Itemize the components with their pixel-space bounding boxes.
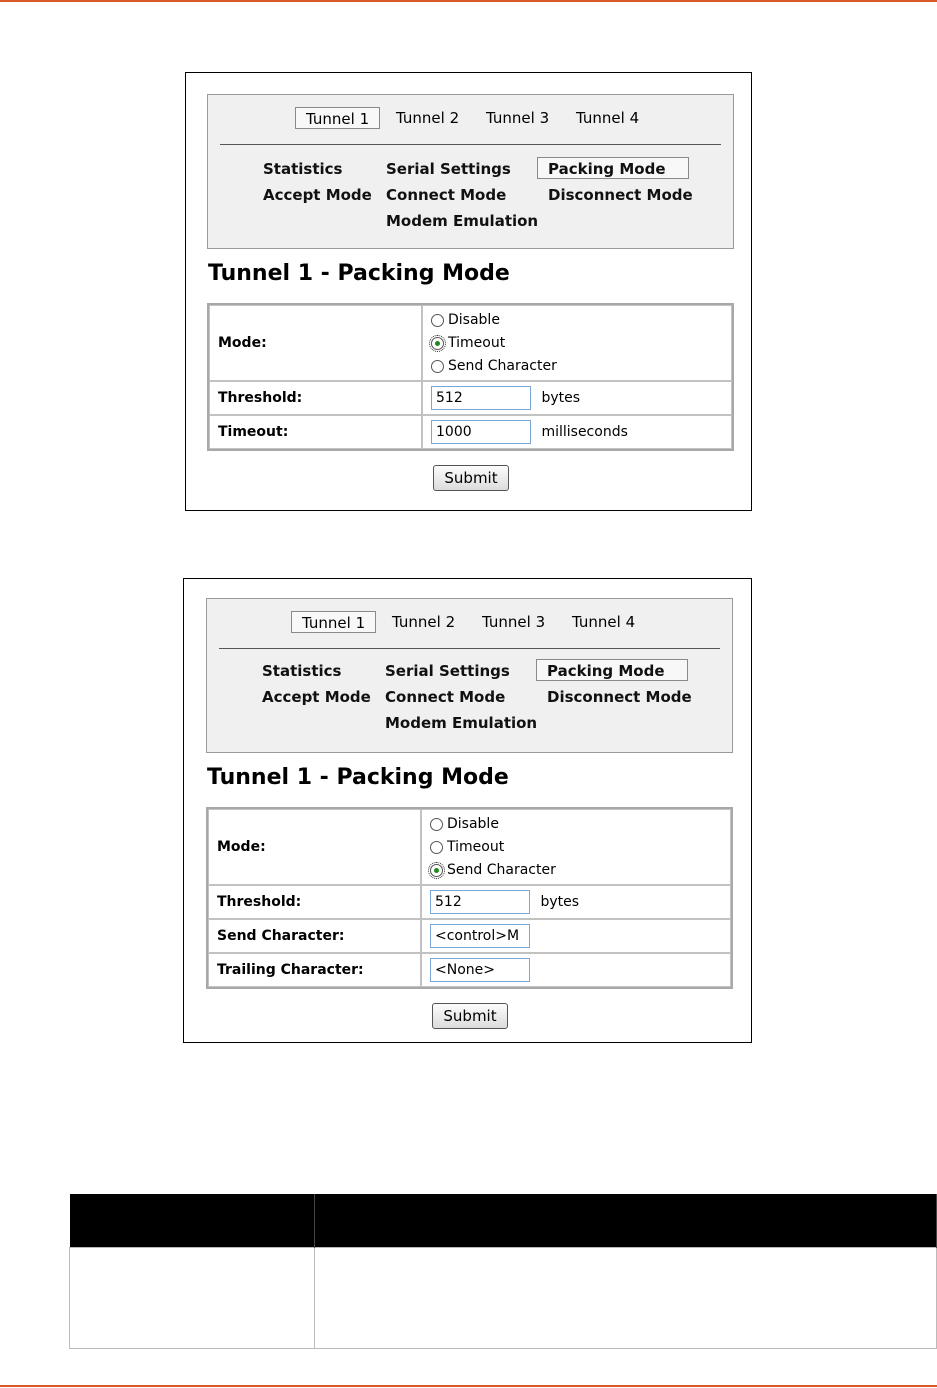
submit-button[interactable]: Submit (432, 1003, 508, 1029)
page-title: Tunnel 1 - Packing Mode (207, 765, 509, 790)
mode-options (422, 305, 732, 381)
threshold-row (209, 381, 732, 415)
timeout-label: Timeout: (209, 415, 422, 449)
nav-statistics[interactable]: Statistics (263, 160, 343, 178)
screenshot-send-character (183, 578, 752, 1043)
mode-label: Mode: (209, 305, 422, 381)
radio-timeout-icon[interactable] (430, 841, 443, 854)
mode-option-disable[interactable]: Disable (431, 309, 723, 332)
radio-disable-icon[interactable] (430, 818, 443, 831)
tab-divider (220, 144, 721, 145)
tunnel-nav (207, 94, 734, 249)
tab-tunnel-3[interactable]: Tunnel 3 (486, 109, 550, 127)
tab-tunnel-2[interactable]: Tunnel 2 (392, 613, 456, 631)
mode-row (208, 809, 731, 885)
packing-form (207, 303, 734, 451)
tab-tunnel-4[interactable]: Tunnel 4 (576, 109, 640, 127)
send-character-input[interactable]: <control>M (430, 924, 530, 948)
mode-option-send-character[interactable]: Send Character (430, 859, 722, 882)
radio-send-character-selected-icon[interactable] (430, 864, 443, 877)
mode-option-timeout[interactable]: Timeout (430, 836, 722, 859)
nav-disconnect-mode[interactable]: Disconnect Mode (548, 186, 693, 204)
trailing-character-input[interactable]: <None> (430, 958, 530, 982)
nav-packing-mode[interactable]: Packing Mode (536, 659, 688, 681)
nav-modem-emulation[interactable]: Modem Emulation (386, 212, 539, 230)
nav-disconnect-mode[interactable]: Disconnect Mode (547, 688, 692, 706)
table-row (70, 1248, 937, 1349)
page-title: Tunnel 1 - Packing Mode (208, 261, 510, 286)
nav-serial-settings[interactable]: Serial Settings (386, 160, 511, 178)
nav-accept-mode[interactable]: Accept Mode (262, 688, 371, 706)
nav-accept-mode[interactable]: Accept Mode (263, 186, 372, 204)
mode-option-send-character[interactable]: Send Character (431, 355, 723, 378)
tab-tunnel-3[interactable]: Tunnel 3 (482, 613, 546, 631)
table-cell (70, 1248, 315, 1349)
timeout-input[interactable]: 1000 (431, 420, 531, 444)
send-character-row (208, 919, 731, 953)
screenshot-timeout (185, 72, 752, 511)
mode-option-timeout[interactable]: Timeout (431, 332, 723, 355)
nav-statistics[interactable]: Statistics (262, 662, 342, 680)
send-character-label: Send Character: (208, 919, 421, 953)
threshold-row (208, 885, 731, 919)
nav-modem-emulation[interactable]: Modem Emulation (385, 714, 538, 732)
submit-button[interactable]: Submit (433, 465, 509, 491)
tab-tunnel-4[interactable]: Tunnel 4 (572, 613, 636, 631)
threshold-label: Threshold: (208, 885, 421, 919)
settings-description-table (69, 1194, 937, 1349)
mode-options (421, 809, 731, 885)
threshold-unit: bytes (541, 390, 581, 406)
timeout-row (209, 415, 732, 449)
tab-tunnel-2[interactable]: Tunnel 2 (396, 109, 460, 127)
trailing-character-row (208, 953, 731, 987)
table-cell (315, 1248, 937, 1349)
trailing-character-label: Trailing Character: (208, 953, 421, 987)
mode-label: Mode: (208, 809, 421, 885)
radio-disable-icon[interactable] (431, 314, 444, 327)
packing-form (206, 807, 733, 989)
tunnel-nav (206, 598, 733, 753)
tab-tunnel-1[interactable]: Tunnel 1 (291, 611, 376, 633)
threshold-unit: bytes (540, 894, 580, 910)
radio-send-character-icon[interactable] (431, 360, 444, 373)
radio-timeout-selected-icon[interactable] (431, 337, 444, 350)
tab-tunnel-1[interactable]: Tunnel 1 (295, 107, 380, 129)
tab-divider (219, 648, 720, 649)
timeout-unit: milliseconds (541, 424, 628, 440)
table-header-cell (315, 1194, 937, 1248)
nav-connect-mode[interactable]: Connect Mode (386, 186, 507, 204)
mode-row (209, 305, 732, 381)
nav-connect-mode[interactable]: Connect Mode (385, 688, 506, 706)
threshold-input[interactable]: 512 (431, 386, 531, 410)
top-rule (0, 0, 937, 2)
threshold-input[interactable]: 512 (430, 890, 530, 914)
nav-serial-settings[interactable]: Serial Settings (385, 662, 510, 680)
table-header-row (70, 1194, 937, 1248)
mode-option-disable[interactable]: Disable (430, 813, 722, 836)
table-header-cell (70, 1194, 315, 1248)
nav-packing-mode[interactable]: Packing Mode (537, 157, 689, 179)
bottom-rule (0, 1385, 937, 1387)
threshold-label: Threshold: (209, 381, 422, 415)
